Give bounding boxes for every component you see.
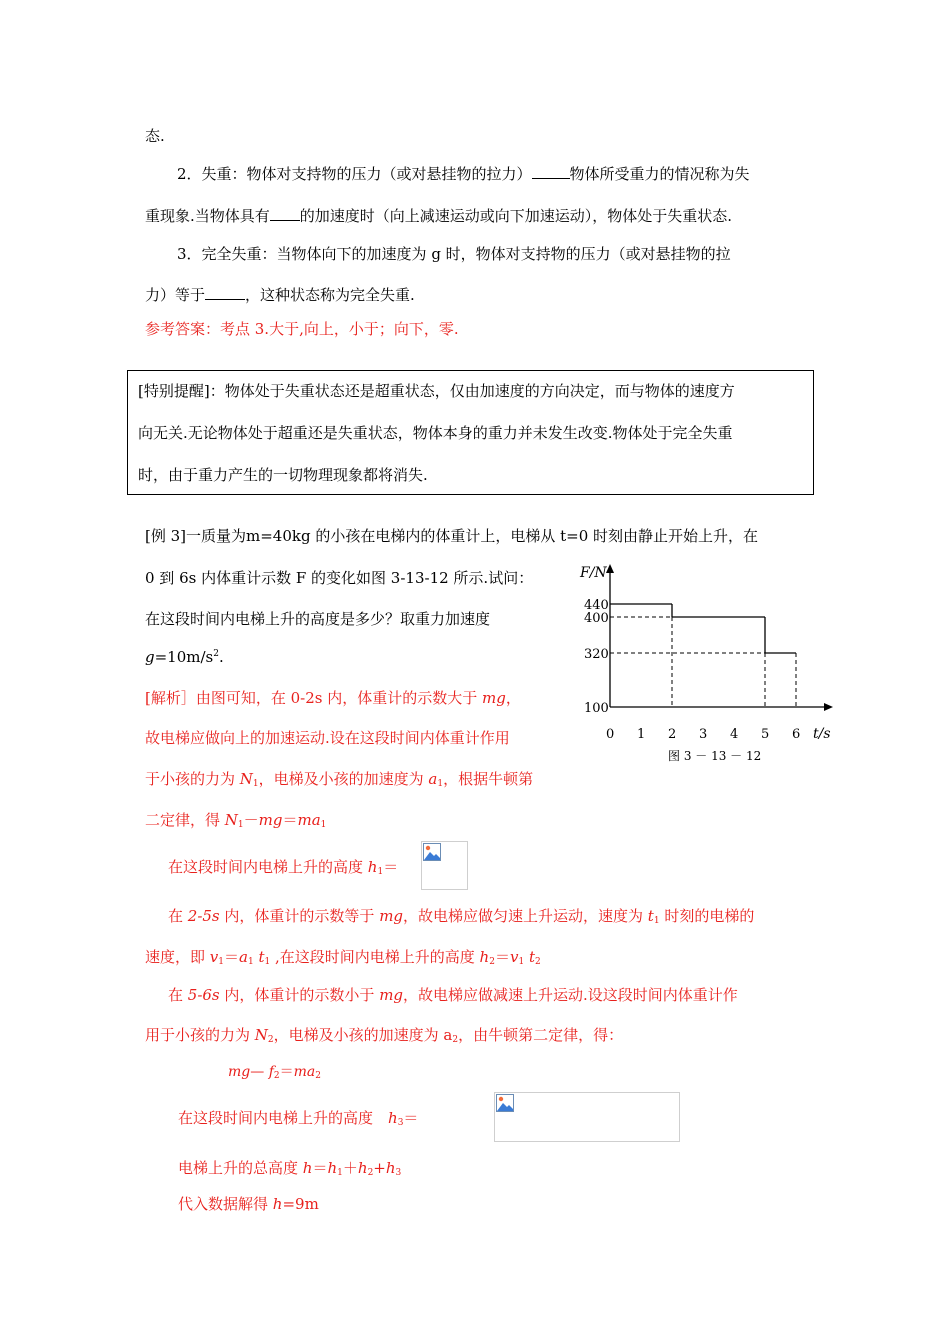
tot-h1: h bbox=[327, 1159, 338, 1177]
x-tick-4: 4 bbox=[730, 727, 739, 742]
broken-image-icon bbox=[496, 1094, 514, 1112]
p3-text-c: ，这种状态称为完全失重. bbox=[245, 286, 415, 304]
g-exponent: 2 bbox=[213, 649, 219, 659]
formula-image-h3 bbox=[494, 1092, 680, 1142]
paragraph-3-line-2 bbox=[145, 284, 415, 305]
tot-eq: ＝ bbox=[312, 1159, 328, 1177]
eq-minus: — bbox=[250, 1064, 265, 1080]
p25-c: ，故电梯应做匀速上升运动，速度为 bbox=[403, 907, 648, 925]
s4-N-sub: 1 bbox=[237, 820, 244, 830]
paragraph-2-line-2 bbox=[145, 205, 732, 226]
v-a1: a bbox=[239, 948, 248, 966]
v-a: 速度，即 bbox=[145, 948, 210, 966]
g-end: . bbox=[218, 648, 224, 666]
solution-2-5s-line bbox=[168, 905, 754, 926]
force-time-chart bbox=[570, 555, 850, 770]
p56-t: 5-6s bbox=[187, 986, 220, 1004]
p56l2-c: ，由牛顿第二定律，得： bbox=[458, 1026, 624, 1044]
s1-b: ， bbox=[505, 689, 521, 707]
solution-line-3 bbox=[145, 768, 533, 789]
res-b: =9m bbox=[282, 1195, 319, 1213]
p2-text-d: 的加速度时（向上减速运动或向下加速运动），物体处于失重状态. bbox=[299, 207, 733, 225]
s3-N-sub: 1 bbox=[252, 779, 259, 789]
v-h-sub: 2 bbox=[489, 957, 495, 967]
example-line-4 bbox=[145, 648, 224, 666]
tip-line-2: 向无关.无论物体处于超重还是失重状态，物体本身的重力并未发生改变.物体处于完全失重 bbox=[138, 424, 733, 442]
h1-eq: ＝ bbox=[383, 858, 399, 876]
v-eq: ＝ bbox=[224, 948, 240, 966]
res-h: h bbox=[272, 1195, 283, 1213]
v-eq2: ＝ bbox=[494, 948, 510, 966]
p56-c: ，故电梯应做减速上升运动.设这段时间内体重计作 bbox=[403, 986, 738, 1004]
v-t2-sub: 2 bbox=[534, 957, 541, 967]
p25-t: 2-5s bbox=[187, 907, 220, 925]
s4-b: － bbox=[243, 811, 259, 829]
h1-sub: 1 bbox=[377, 867, 384, 877]
equation-line bbox=[228, 1061, 321, 1081]
example-line-2: 0 到 6s 内体重计示数 F 的变化如图 3-13-12 所示.试问： bbox=[145, 569, 534, 587]
solution-line-4 bbox=[145, 809, 326, 830]
p25-mg: mg bbox=[379, 907, 404, 925]
solution-5-6s-line-2 bbox=[145, 1024, 623, 1045]
x-tick-6: 6 bbox=[792, 727, 801, 742]
p25-a: 在 bbox=[168, 907, 188, 925]
solution-5-6s-line bbox=[168, 984, 738, 1005]
total-height-line bbox=[178, 1157, 401, 1178]
blank-3 bbox=[205, 299, 245, 300]
chart-y-axis-label: F/N bbox=[580, 565, 607, 581]
solution-line-1 bbox=[145, 687, 521, 708]
result-line bbox=[178, 1193, 319, 1214]
p3-text-b: 力）等于 bbox=[145, 286, 206, 304]
chart-tick-labels bbox=[584, 598, 800, 742]
y-axis-arrow bbox=[606, 564, 614, 573]
x-tick-2: 2 bbox=[668, 727, 677, 742]
v-a1-sub: 1 bbox=[247, 957, 254, 967]
s1-a: [解析］由图可知，在 0-2s 内，体重计的示数大于 bbox=[145, 689, 483, 707]
x-axis-arrow bbox=[824, 703, 833, 711]
broken-image-icon bbox=[423, 843, 441, 861]
tip-line-1: [特别提醒]：物体处于失重状态还是超重状态，仅由加速度的方向决定，而与物体的速度方 bbox=[138, 382, 735, 400]
y-tick-440: 440 bbox=[584, 598, 609, 613]
solution-line-2: 故电梯应做向上的加速运动.设在这段时间内体重计作用 bbox=[145, 729, 510, 747]
y-tick-320: 320 bbox=[584, 647, 609, 662]
v-h: h bbox=[479, 948, 490, 966]
s3-N: N bbox=[239, 770, 253, 788]
p56-mg: mg bbox=[379, 986, 404, 1004]
s3-a1-sub: 1 bbox=[437, 779, 444, 789]
paragraph-3-line-1: 3．完全失重：当物体向下的加速度为 g 时，物体对支持物的压力（或对悬挂物的拉 bbox=[177, 245, 731, 263]
chart-caption: 图 3 － 13 － 12 bbox=[668, 749, 762, 763]
y-tick-400: 400 bbox=[584, 611, 609, 626]
s4-ma-sub: 1 bbox=[320, 820, 327, 830]
chart-x-axis-label: t/s bbox=[813, 726, 831, 742]
eq-f-sub: 2 bbox=[273, 1071, 280, 1081]
p25-t1: t bbox=[647, 907, 654, 925]
chart-step-series bbox=[610, 604, 796, 653]
s4-c: ＝ bbox=[282, 811, 298, 829]
chart-axes bbox=[606, 564, 833, 711]
v-t1: t bbox=[253, 948, 265, 966]
p56l2-b: ，电梯及小孩的加速度为 a bbox=[273, 1026, 453, 1044]
s1-mg: mg bbox=[482, 689, 506, 707]
solution-velocity-line bbox=[145, 946, 541, 967]
tot-h3: h bbox=[385, 1159, 396, 1177]
blank-1 bbox=[532, 178, 570, 179]
p2-text-b: 物体所受重力的情况称为失 bbox=[569, 165, 750, 183]
h1-text: 在这段时间内电梯上升的高度 bbox=[168, 858, 368, 876]
v-b: ,在这段时间内电梯上升的高度 bbox=[270, 948, 480, 966]
p56-a: 在 bbox=[168, 986, 188, 1004]
chart-guide-lines bbox=[610, 617, 796, 707]
s4-ma: ma bbox=[297, 811, 321, 829]
eq-ma-sub: 2 bbox=[315, 1071, 321, 1081]
eq-ma: ma bbox=[293, 1064, 316, 1080]
tot-h: h bbox=[302, 1159, 313, 1177]
reference-answer: 参考答案：考点 3.大于,向上，小于；向下，零. bbox=[145, 320, 459, 338]
s3-a: 于小孩的力为 bbox=[145, 770, 240, 788]
eq-mg: mg bbox=[228, 1064, 251, 1080]
example-line-3: 在这段时间内电梯上升的高度是多少？取重力加速度 bbox=[145, 610, 491, 628]
p25-t1-sub: 1 bbox=[653, 916, 660, 926]
x-tick-5: 5 bbox=[761, 727, 770, 742]
p56-b: 内，体重计的示数小于 bbox=[219, 986, 380, 1004]
tot-h1-sub: 1 bbox=[337, 1168, 343, 1178]
h1-h: h bbox=[367, 858, 378, 876]
v-v2-sub: 1 bbox=[518, 957, 525, 967]
tip-line-3: 时，由于重力产生的一切物理现象都将消失. bbox=[138, 466, 428, 484]
s3-b: ，电梯及小孩的加速度为 bbox=[258, 770, 429, 788]
h3-line bbox=[178, 1107, 418, 1128]
tot-h2: h bbox=[357, 1159, 368, 1177]
h3-text: 在这段时间内电梯上升的高度 bbox=[178, 1109, 389, 1127]
tot-h2-sub: 2 bbox=[367, 1168, 374, 1178]
res-a: 代入数据解得 bbox=[178, 1195, 273, 1213]
v-t1-sub: 1 bbox=[264, 957, 271, 967]
s3-a1: a bbox=[428, 770, 438, 788]
p56l2-a-sub: 2 bbox=[452, 1035, 459, 1045]
example-line-1: [例 3]一质量为m=40kg 的小孩在电梯内的体重计上，电梯从 t=0 时刻由静止开始上升，在 bbox=[145, 527, 759, 545]
tot-plus: ＋ bbox=[342, 1159, 358, 1177]
h3-sub: 3 bbox=[397, 1118, 404, 1128]
v-v-sub: 1 bbox=[218, 957, 224, 967]
eq-f: f bbox=[264, 1064, 274, 1080]
v-v2: v bbox=[509, 948, 519, 966]
v-v: v bbox=[209, 948, 219, 966]
tot-a: 电梯上升的总高度 bbox=[178, 1159, 303, 1177]
blank-2 bbox=[270, 220, 300, 221]
p25-b: 内，体重计的示数等于 bbox=[219, 907, 380, 925]
tot-plus2: + bbox=[373, 1159, 386, 1177]
v-t2: t bbox=[524, 948, 535, 966]
p56l2-N: N bbox=[254, 1026, 268, 1044]
p56l2-a: 用于小孩的力为 bbox=[145, 1026, 255, 1044]
text-line-0: 态. bbox=[145, 127, 165, 145]
s4-a: 二定律，得 bbox=[145, 811, 225, 829]
x-tick-3: 3 bbox=[699, 727, 708, 742]
h1-line bbox=[168, 856, 398, 877]
paragraph-2-line-1 bbox=[177, 163, 750, 184]
p56l2-N-sub: 2 bbox=[267, 1035, 274, 1045]
p2-text-c: 重现象.当物体具有 bbox=[145, 207, 270, 225]
g-symbol: g bbox=[145, 648, 155, 666]
h3-eq: ＝ bbox=[403, 1109, 419, 1127]
s4-N: N bbox=[224, 811, 238, 829]
p25-d: 时刻的电梯的 bbox=[659, 907, 755, 925]
h3-h: h bbox=[388, 1109, 398, 1127]
s4-mg: mg bbox=[258, 811, 283, 829]
x-tick-0: 0 bbox=[606, 727, 615, 742]
p2-text-a: 2．失重：物体对支持物的压力（或对悬挂物的拉力） bbox=[177, 165, 532, 183]
x-tick-1: 1 bbox=[637, 727, 646, 742]
tot-h3-sub: 3 bbox=[395, 1168, 402, 1178]
formula-image-h1 bbox=[421, 841, 468, 890]
y-tick-100: 100 bbox=[584, 701, 609, 716]
g-value: =10m/s bbox=[154, 648, 214, 666]
s3-c: ，根据牛顿第 bbox=[443, 770, 534, 788]
eq-eq: ＝ bbox=[279, 1064, 294, 1080]
